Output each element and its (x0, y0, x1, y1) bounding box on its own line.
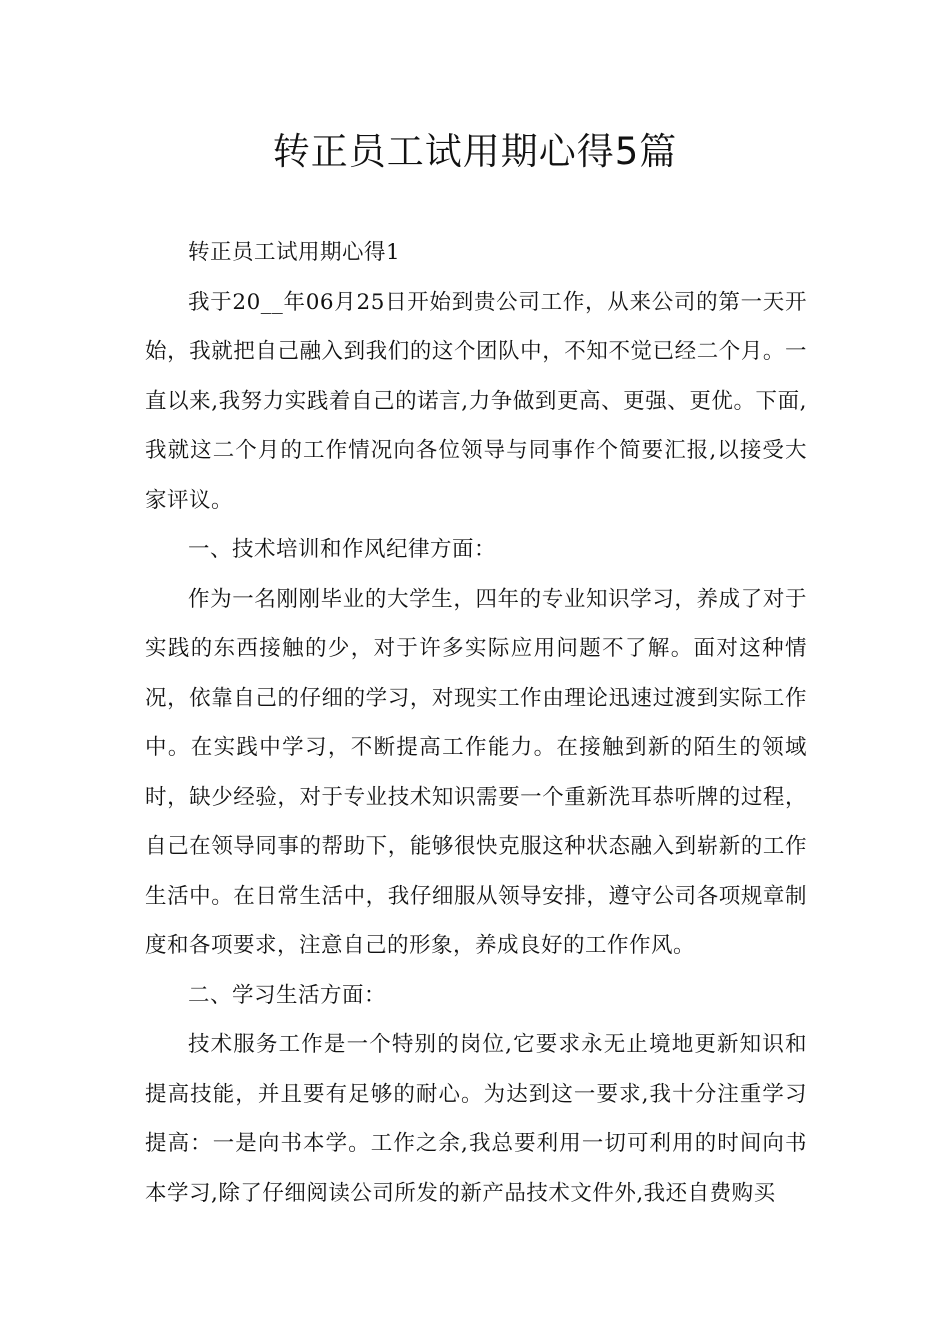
section-heading: 转正员工试用期心得1 (188, 240, 401, 265)
body-paragraph: 作为一名刚刚毕业的大学生，四年的专业知识学习，养成了对于实践的东西接触的少，对于许多实际应用问题不了解。面对这种情况，依靠自己的仔细的学习，对现实工作由理论迅速过渡到实际工作中。在实践中学习，不断提高工作能力。在接触到新的陌生的领域时，缺少经验，对于专业技术知识需要一个重新洗耳恭听牌的过程，自己在领导同事的帮助下，能够很快克服这种状态融入到崭新的工作生活中。在日常生活中，我仔细服从领导安排，遵守公司各项规章制度和各项要求，注意自己的形象，养成良好的工作作风。 (145, 586, 807, 958)
document-body (145, 228, 807, 1218)
section-heading: 二、学习生活方面： (188, 982, 387, 1008)
document-title: 转正员工试用期心得5篇 (272, 130, 678, 173)
body-paragraph: 我于20__年06月25日开始到贵公司工作，从来公司的第一天开始，我就把自己融入到我们的这个团队中，不知不觉已经二个月。一直以来,我努力实践着自己的诺言,力争做到更高、更强、更优。下面,我就这二个月的工作情况向各位领导与同事作个简要汇报,以接受大家评议。 (145, 289, 807, 513)
section-heading: 一、技术培训和作风纪律方面： (188, 537, 497, 562)
body-paragraph: 技术服务工作是一个特别的岗位,它要求永无止境地更新知识和提高技能，并且要有足够的耐心。为达到这一要求,我十分注重学习提高：一是向书本学。工作之余,我总要利用一切可利用的时间向书本学习,除了仔细阅读公司所发的新产品技术文件外,我还自费购买 (145, 1032, 807, 1206)
